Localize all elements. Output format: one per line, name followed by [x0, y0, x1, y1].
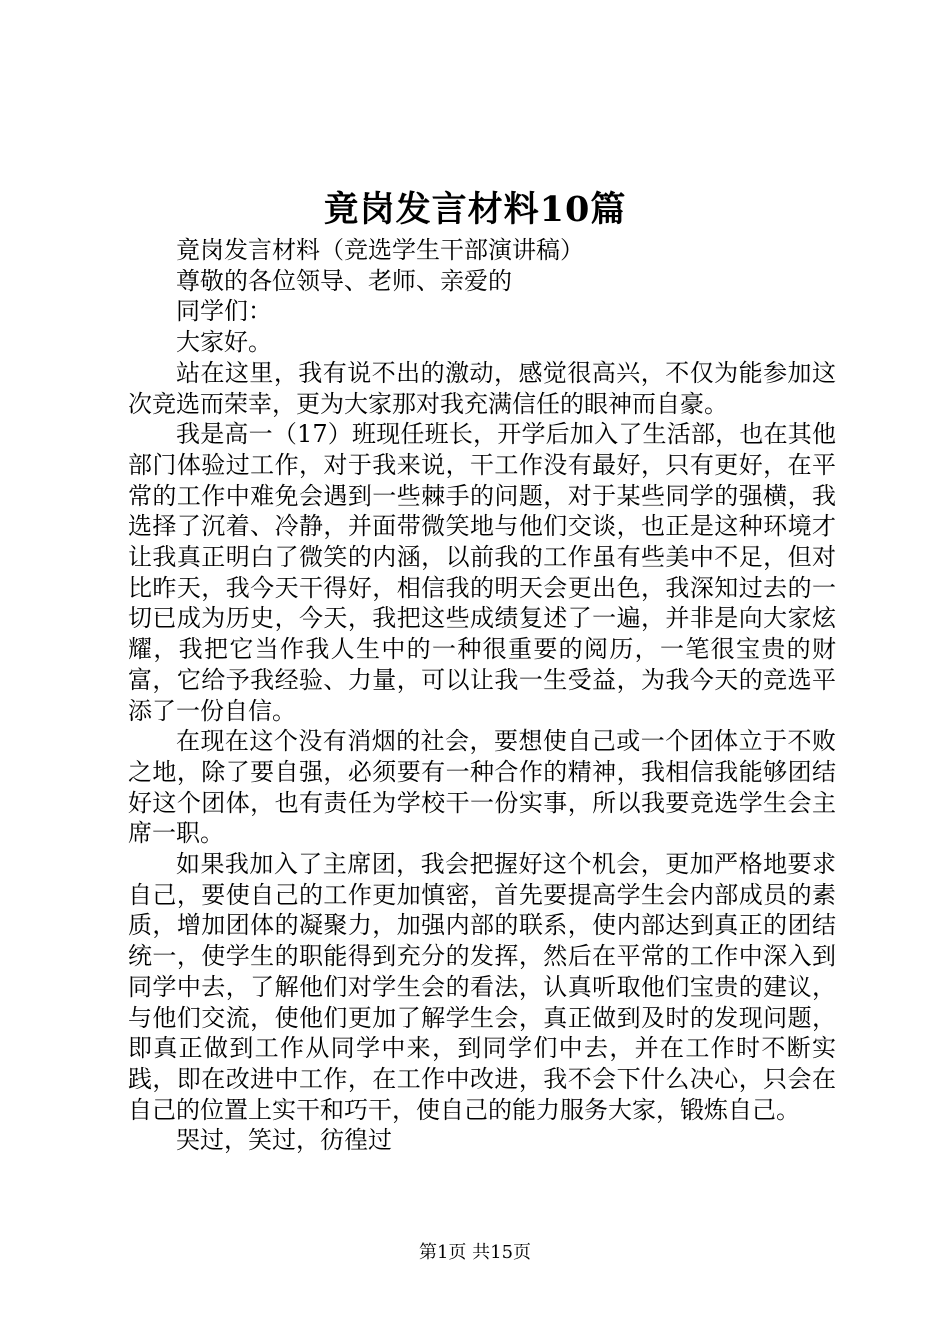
- document-title: 竟岗发言材料10篇: [323, 189, 627, 230]
- paragraph: 大家好。: [176, 328, 272, 357]
- document-body: [128, 235, 836, 1156]
- paragraph: 如果我加入了主席团，我会把握好这个机会，更加严格地要求自己，要使自己的工作更加慎密，首先要提高学生会内部成员的素质，增加团体的凝聚力，加强内部的联系，使内部达到真正的团结统一，使学生的职能得到充分的发挥，然后在平常的工作中深入到同学中去，了解他们对学生会的看法，认真听取他们宝贵的建议，与他们交流，使他们更加了解学生会，真正做到及时的发现问题，即真正做到工作从同学中来，到同学们中去，并在工作时不断实践，即在改进中工作，在工作中改进，我不会下什么决心，只会在自己的位置上实干和巧干，使自己的能力服务大家，锻炼自己。: [128, 850, 836, 1124]
- paragraph: 哭过，笑过，彷徨过: [176, 1126, 392, 1155]
- paragraph: 尊敬的各位领导、老师、亲爱的: [176, 266, 512, 295]
- paragraph: 站在这里，我有说不出的激动，感觉很高兴，不仅为能参加这次竞选而荣幸，更为大家那对我充满信任的眼神而自豪。: [128, 358, 836, 418]
- paragraph: 竟岗发言材料（竞选学生干部演讲稿）: [176, 236, 584, 264]
- paragraph: 在现在这个没有消烟的社会，要想使自己或一个团体立于不败之地，除了要自强，必须要有一种合作的精神，我相信我能够团结好这个团体，也有责任为学校干一份实事，所以我要竞选学生会主席一职。: [128, 727, 836, 848]
- paragraph: 我是高一（17）班现任班长，开学后加入了生活部，也在其他部门体验过工作，对于我来说，干工作没有最好，只有更好，在平常的工作中难免会遇到一些棘手的问题，对于某些同学的强横，我选择了沉着、冷静，并面带微笑地与他们交谈，也正是这种环境才让我真正明白了微笑的内涵，以前我的工作虽有些美中不足，但对比昨天，我今天干得好，相信我的明天会更出色，我深知过去的一切已成为历史，今天，我把这些成绩复述了一遍，并非是向大家炫耀，我把它当作我人生中的一种很重要的阅历，一笔很宝贵的财富，它给予我经验、力量，可以让我一生受益，为我今天的竞选平添了一份自信。: [128, 420, 836, 725]
- page-footer: 第1页 共15页: [418, 1242, 532, 1263]
- paragraph: 同学们：: [176, 297, 272, 326]
